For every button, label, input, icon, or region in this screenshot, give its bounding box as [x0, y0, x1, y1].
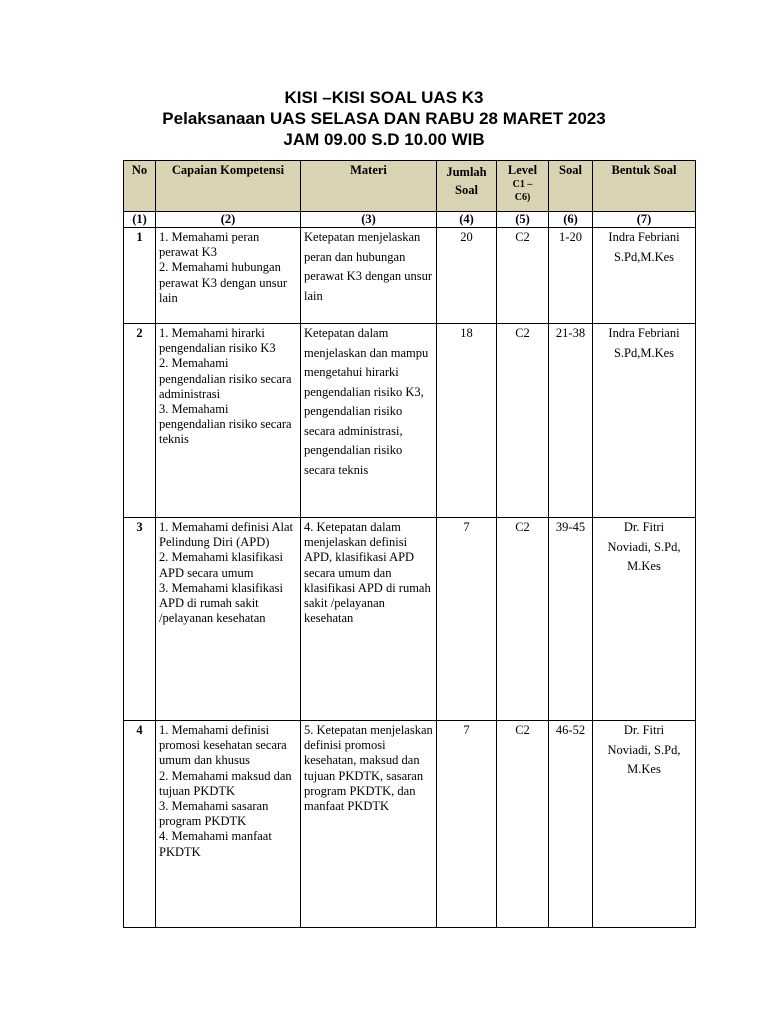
- row-soal: 46-52: [549, 721, 593, 928]
- bentuk-line: Indra Febriani: [608, 326, 680, 340]
- bentuk-line: Dr. Fitri: [623, 520, 665, 534]
- row-bentuk: [593, 228, 696, 324]
- document-subtitle-date: Pelaksanaan UAS SELASA DAN RABU 28 MARET 2023: [162, 109, 606, 128]
- header-level-line3: C6): [514, 192, 531, 203]
- table-row: [124, 228, 696, 324]
- bentuk-line: M.Kes: [627, 762, 661, 776]
- capaian-item: 1. Memahami definisi Alat Pelindung Diri (APD): [159, 520, 294, 550]
- row-capaian: [156, 228, 301, 324]
- header-bentuk: Bentuk Soal: [593, 161, 696, 212]
- kisi-kisi-table: [123, 160, 696, 928]
- capaian-item: 1. Memahami definisi promosi kesehatan secara umum dan khusus: [159, 723, 287, 768]
- row-no: 3: [124, 518, 156, 721]
- col-number: (4): [437, 212, 497, 228]
- row-soal: 1-20: [549, 228, 593, 324]
- bentuk-line: S.Pd,M.Kes: [613, 249, 675, 264]
- bentuk-line: S.Pd,M.Kes: [613, 345, 675, 360]
- header-jumlah: [437, 161, 497, 212]
- row-jumlah: 18: [437, 324, 497, 518]
- row-materi: Ketepatan dalam menjelaskan dan mampu mengetahui hirarki pengendalian risiko K3, pengendalian risiko secara administrasi, pengendalian risiko secara teknis: [301, 324, 437, 518]
- row-no: 4: [124, 721, 156, 928]
- row-capaian: [156, 324, 301, 518]
- row-jumlah: 20: [437, 228, 497, 324]
- row-level: C2: [497, 721, 549, 928]
- document-title: KISI –KISI SOAL UAS K3: [284, 88, 484, 107]
- table-row: [124, 721, 696, 928]
- row-bentuk: [593, 518, 696, 721]
- header-level: [497, 161, 549, 212]
- header-soal: Soal: [549, 161, 593, 212]
- header-jumlah-line1: Jumlah: [446, 165, 487, 179]
- header-materi: Materi: [301, 161, 437, 212]
- row-level: C2: [497, 228, 549, 324]
- capaian-item: 2. Memahami maksud dan tujuan PKDTK: [159, 768, 292, 798]
- capaian-item: 2. Memahami klasifikasi APD secara umum: [159, 550, 283, 580]
- row-materi: 5. Ketepatan menjelaskan definisi promosi kesehatan, maksud dan tujuan PKDTK, sasaran program PKDTK, dan manfaat PKDTK: [301, 721, 437, 928]
- document-subtitle-time: JAM 09.00 S.D 10.00 WIB: [283, 130, 485, 149]
- row-materi: Ketepatan menjelaskan peran dan hubungan perawat K3 dengan unsur lain: [301, 228, 437, 324]
- col-number: (6): [549, 212, 593, 228]
- bentuk-line: Indra Febriani: [608, 230, 680, 244]
- header-jumlah-line2: Soal: [455, 183, 478, 197]
- row-level: C2: [497, 324, 549, 518]
- col-number: (7): [593, 212, 696, 228]
- capaian-item: 1. Memahami peran perawat K3: [159, 230, 260, 260]
- col-number: (3): [301, 212, 437, 228]
- bentuk-line: Noviadi, S.Pd,: [607, 539, 681, 554]
- table-row: [124, 324, 696, 518]
- row-soal: 39-45: [549, 518, 593, 721]
- row-soal: 21-38: [549, 324, 593, 518]
- bentuk-line: Noviadi, S.Pd,: [607, 742, 681, 757]
- row-jumlah: 7: [437, 518, 497, 721]
- row-bentuk: [593, 721, 696, 928]
- col-number: (1): [124, 212, 156, 228]
- row-materi: 4. Ketepatan dalam menjelaskan definisi APD, klasifikasi APD secara umum dan klasifikasi APD di rumah sakit /pelayanan kesehatan: [301, 518, 437, 721]
- column-number-row: [124, 212, 696, 228]
- header-level-line1: Level: [507, 163, 538, 177]
- capaian-item: 2. Memahami pengendalian risiko secara administrasi: [159, 356, 292, 401]
- capaian-item: 4. Memahami manfaat PKDTK: [159, 829, 272, 859]
- capaian-item: 3. Memahami pengendalian risiko secara teknis: [159, 402, 292, 447]
- header-level-line2: C1 –: [512, 179, 533, 190]
- bentuk-line: Dr. Fitri: [623, 723, 665, 737]
- table-row: [124, 518, 696, 721]
- col-number: (2): [156, 212, 301, 228]
- header-no: No: [124, 161, 156, 212]
- row-capaian: [156, 721, 301, 928]
- col-number: (5): [497, 212, 549, 228]
- capaian-item: 3. Memahami sasaran program PKDTK: [159, 799, 269, 829]
- row-level: C2: [497, 518, 549, 721]
- capaian-item: 3. Memahami klasifikasi APD di rumah sakit /pelayanan kesehatan: [159, 580, 283, 626]
- bentuk-line: M.Kes: [627, 559, 661, 573]
- capaian-item: 2. Memahami hubungan perawat K3 dengan unsur lain: [159, 260, 288, 305]
- row-no: 2: [124, 324, 156, 518]
- row-no: 1: [124, 228, 156, 324]
- capaian-item: 1. Memahami hirarki pengendalian risiko K3: [159, 326, 276, 356]
- row-bentuk: [593, 324, 696, 518]
- row-capaian: [156, 518, 301, 721]
- header-capaian: Capaian Kompetensi: [156, 161, 301, 212]
- header-row: [124, 161, 696, 212]
- row-jumlah: 7: [437, 721, 497, 928]
